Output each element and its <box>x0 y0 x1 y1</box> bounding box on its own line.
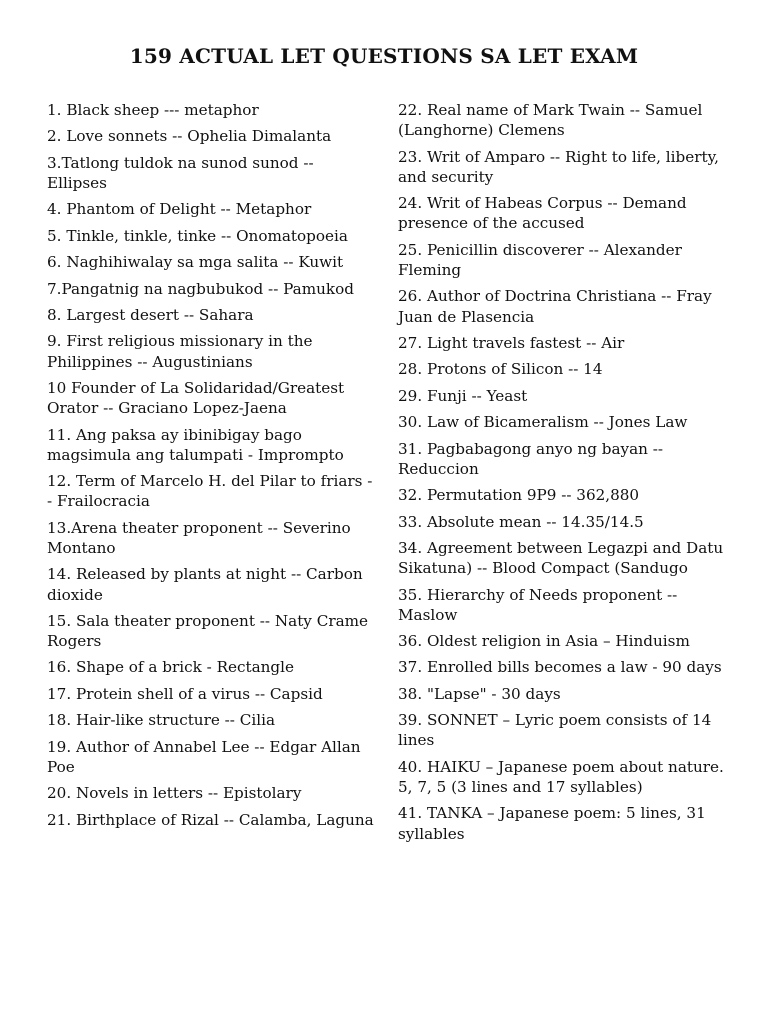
question-item: 34. Agreement between Legazpi and Datu Sikatuna) -- Blood Compact (Sandugo <box>398 538 724 578</box>
question-item: 9. First religious missionary in the Philippines -- Augustinians <box>47 332 313 371</box>
right-question-list <box>398 100 728 850</box>
question-item: 36. Oldest religion in Asia – Hinduism <box>398 632 690 651</box>
question-item: 30. Law of Bicameralism -- Jones Law <box>398 413 688 432</box>
question-item: 15. Sala theater proponent -- Naty Crame Rogers <box>47 611 369 651</box>
question-item: 6. Naghihiwalay sa mga salita -- Kuwit <box>47 253 344 272</box>
question-item: 19. Author of Annabel Lee -- Edgar Allan Poe <box>47 737 361 776</box>
question-item: 16. Shape of a brick - Rectangle <box>47 658 295 677</box>
question-item: 17. Protein shell of a virus -- Capsid <box>47 684 323 703</box>
question-item: 1. Black sheep --- metaphor <box>47 101 259 119</box>
left-question-list <box>47 100 377 836</box>
question-item: 32. Permutation 9P9 -- 362,880 <box>398 486 640 505</box>
question-item: 8. Largest desert -- Sahara <box>47 305 254 324</box>
question-item: 33. Absolute mean -- 14.35/14.5 <box>398 512 644 531</box>
question-item: 2. Love sonnets -- Ophelia Dimalanta <box>47 127 332 146</box>
question-item: 27. Light travels fastest -- Air <box>398 333 625 352</box>
question-item: 3.Tatlong tuldok na sunod sunod -- Ellipses <box>47 153 314 192</box>
question-item: 22. Real name of Mark Twain -- Samuel (Langhorne) Clemens <box>398 101 703 140</box>
question-item: 29. Funji -- Yeast <box>398 386 528 405</box>
question-item: 5. Tinkle, tinkle, tinke -- Onomatopoeia <box>47 226 348 245</box>
question-item: 41. TANKA – Japanese poem: 5 lines, 31 syllables <box>398 804 706 843</box>
question-item: 31. Pagbabagong anyo ng bayan -- Reduccion <box>398 439 664 478</box>
question-item: 23. Writ of Amparo -- Right to life, liberty, and security <box>398 147 719 186</box>
question-item: 28. Protons of Silicon -- 14 <box>398 360 603 379</box>
question-item: 21. Birthplace of Rizal -- Calamba, Laguna <box>47 810 374 829</box>
question-item: 12. Term of Marcelo H. del Pilar to friars -- Frailocracia <box>47 472 373 511</box>
question-item: 24. Writ of Habeas Corpus -- Demand presence of the accused <box>398 194 687 233</box>
question-item: 39. SONNET – Lyric poem consists of 14 lines <box>398 711 712 750</box>
question-item: 35. Hierarchy of Needs proponent -- Maslow <box>398 585 678 624</box>
question-item: 38. "Lapse" - 30 days <box>398 684 561 703</box>
question-item: 26. Author of Doctrina Christiana -- Fray Juan de Plasencia <box>398 287 712 326</box>
question-item: 11. Ang paksa ay ibinibigay bago magsimula ang talumpati - Imprompto <box>47 425 344 464</box>
question-item: 37. Enrolled bills becomes a law - 90 days <box>398 658 722 677</box>
question-item: 7.Pangatnig na nagbubukod -- Pamukod <box>47 279 354 298</box>
question-item: 10 Founder of La Solidaridad/Greatest Orator -- Graciano Lopez-Jaena <box>47 378 345 418</box>
question-item: 4. Phantom of Delight -- Metaphor <box>47 200 312 219</box>
question-item: 25. Penicillin discoverer -- Alexander Fleming <box>398 240 682 279</box>
question-item: 14. Released by plants at night -- Carbon dioxide <box>47 565 363 604</box>
question-item: 40. HAIKU – Japanese poem about nature. 5, 7, 5 (3 lines and 17 syllables) <box>398 757 724 797</box>
question-item: 13.Arena theater proponent -- Severino Montano <box>47 518 351 557</box>
question-item: 20. Novels in letters -- Epistolary <box>47 784 302 803</box>
question-item: 18. Hair-like structure -- Cilia <box>47 711 276 730</box>
page-title: 159 ACTUAL LET QUESTIONS SA LET EXAM <box>129 44 639 68</box>
